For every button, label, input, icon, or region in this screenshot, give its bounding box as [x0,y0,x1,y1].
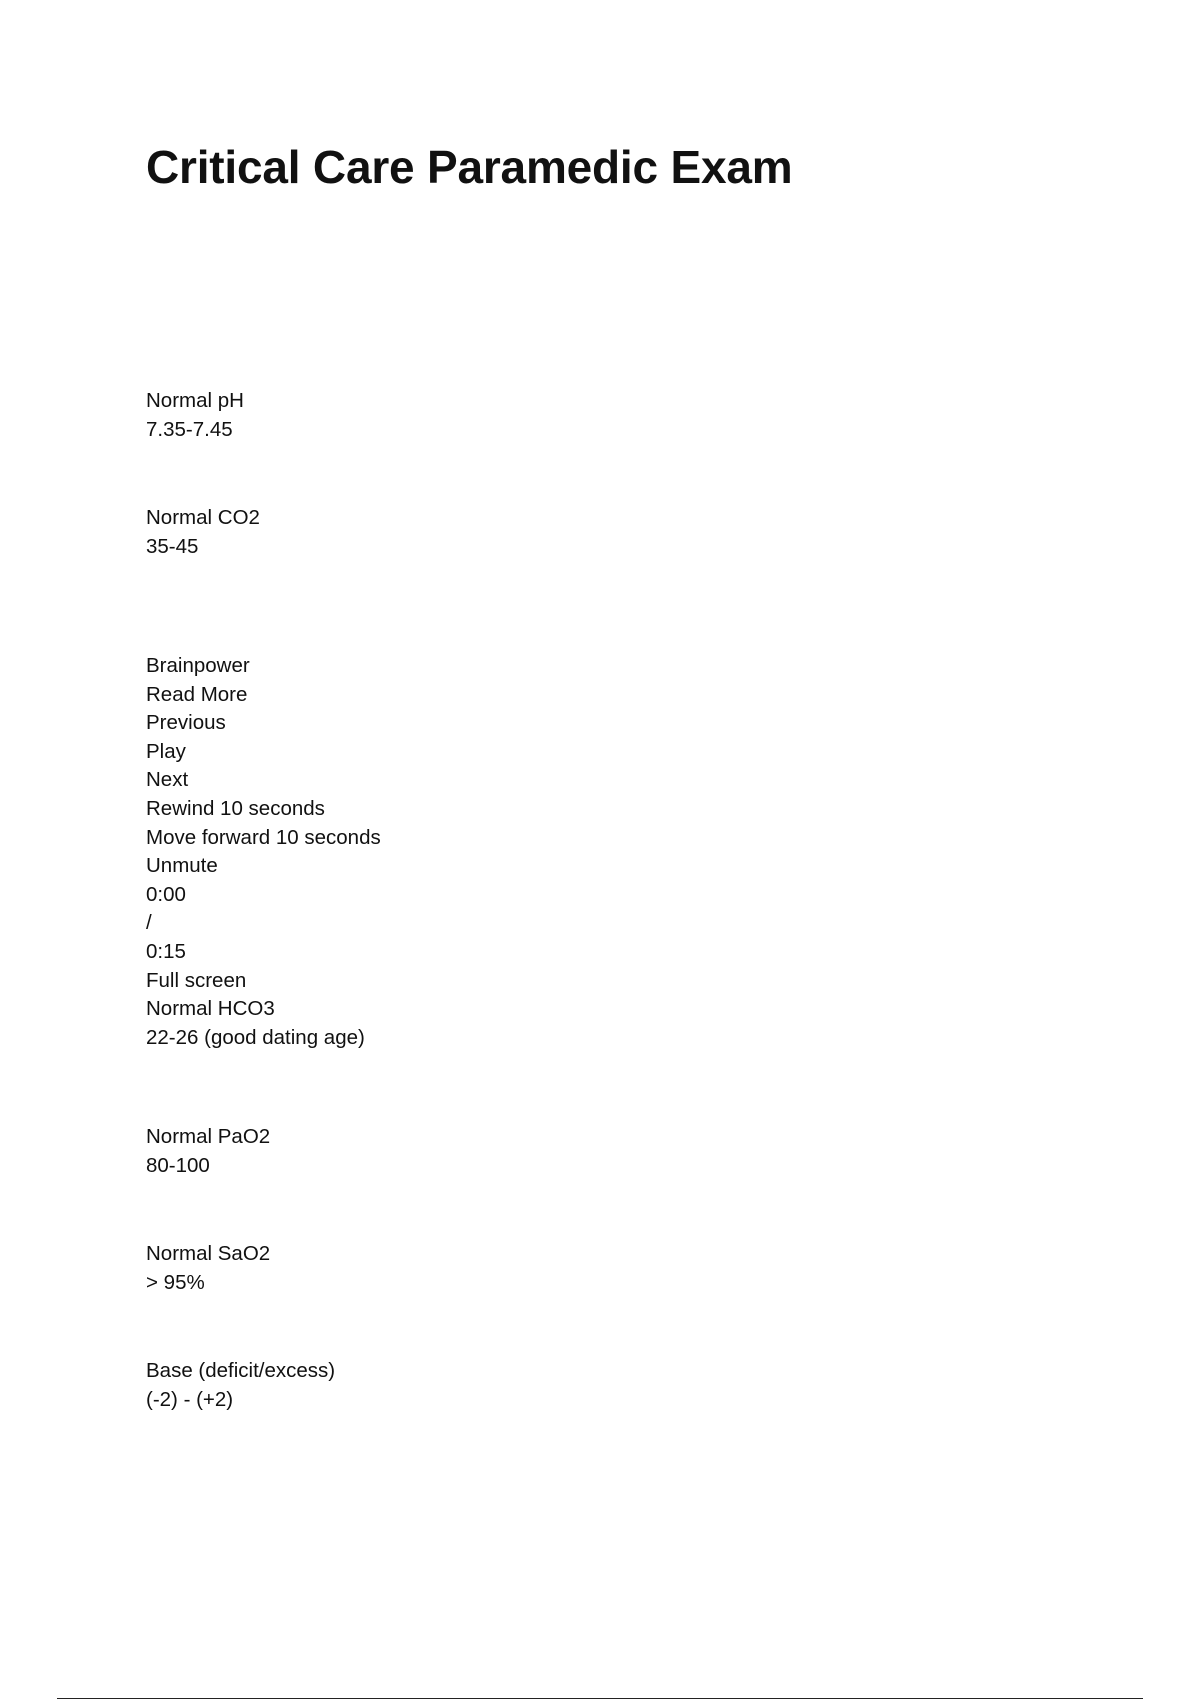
card-term: Normal HCO3 [146,997,275,1021]
player-brand-label: Brainpower [146,654,250,677]
unmute-button[interactable]: Unmute [146,854,218,878]
card-definition: > 95% [146,1271,205,1294]
current-time: 0:00 [146,882,186,906]
card-normal-sao2 [146,1239,270,1297]
card-normal-pao2 [146,1122,270,1180]
card-term: Base (deficit/excess) [146,1359,336,1382]
footer-divider [57,1698,1143,1699]
card-definition: 35-45 [146,535,199,558]
card-definition: 7.35-7.45 [146,418,233,441]
duration: 0:15 [146,939,186,963]
forward-button[interactable]: Move forward 10 seconds [146,825,381,849]
read-more-link[interactable]: Read More [146,682,248,706]
card-term: Normal pH [146,389,244,412]
next-button[interactable]: Next [146,768,189,792]
play-button[interactable]: Play [146,739,186,763]
card-definition: 80-100 [146,1154,210,1177]
card-term: Normal PaO2 [146,1125,271,1148]
card-normal-co2 [146,503,260,561]
card-term: Normal SaO2 [146,1242,271,1265]
card-base-deficit-excess [146,1356,335,1414]
card-definition: (-2) - (+2) [146,1388,234,1411]
previous-button[interactable]: Previous [146,711,226,735]
card-definition: 22-26 (good dating age) [146,1025,365,1049]
video-player-text [146,652,381,1052]
rewind-button[interactable]: Rewind 10 seconds [146,796,325,820]
page-title: Critical Care Paramedic Exam [146,141,793,193]
card-term: Normal CO2 [146,506,260,529]
card-normal-ph [146,386,244,444]
fullscreen-button[interactable]: Full screen [146,968,247,992]
time-separator: / [146,911,152,935]
